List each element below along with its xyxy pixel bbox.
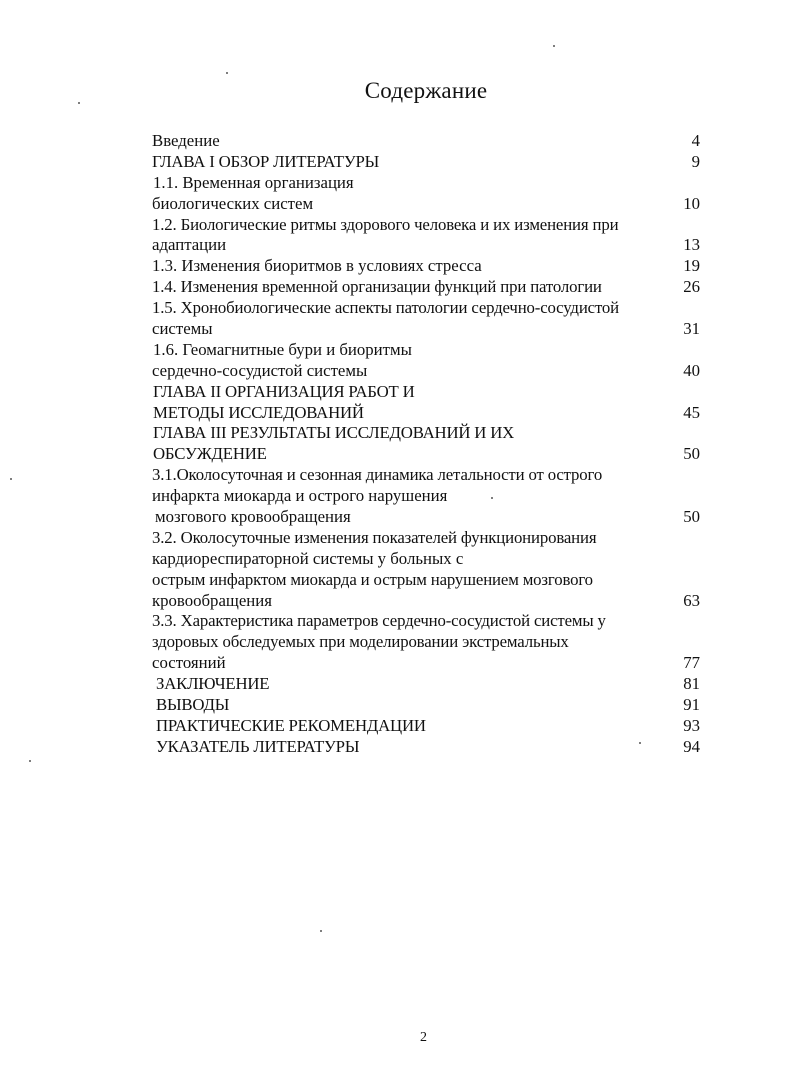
page-title: Содержание [364, 78, 488, 103]
toc-entry-text: инфаркта миокарда и острого нарушения [152, 486, 448, 506]
toc-entry-text: кровообращения [152, 590, 272, 610]
scan-speck [320, 930, 322, 932]
toc-entry-page: 4 [691, 131, 700, 150]
toc-entry-page: 9 [691, 151, 700, 171]
toc-entry-text: Введение [152, 131, 220, 150]
toc-entry [152, 549, 700, 570]
toc-entry [152, 319, 700, 340]
toc-entry-page: 40 [683, 360, 700, 380]
toc-entry-page: 93 [683, 715, 700, 735]
toc-entry-page: 19 [683, 256, 700, 276]
scan-speck [491, 497, 493, 499]
toc-entry [152, 194, 700, 215]
toc-entry-page: 63 [683, 590, 700, 610]
toc-entry-text: адаптации [152, 235, 227, 255]
toc-entry-page: 94 [683, 736, 700, 756]
toc-entry [152, 674, 700, 695]
toc-entry [152, 361, 700, 382]
page-number: 2 [420, 1030, 427, 1045]
toc-entry-text: УКАЗАТЕЛЬ ЛИТЕРАТУРЫ [156, 736, 360, 756]
toc-entry [152, 215, 700, 236]
toc-entry-text: ГЛАВА I ОБЗОР ЛИТЕРАТУРЫ [152, 151, 380, 171]
toc-entry [152, 340, 700, 361]
toc-entry-page: 31 [683, 319, 700, 339]
scan-speck [639, 742, 641, 744]
scan-speck [10, 478, 12, 480]
toc-entry [152, 507, 700, 528]
toc-entry [152, 611, 700, 632]
toc-entry [152, 277, 700, 298]
toc-entry [152, 716, 700, 737]
toc-entry-text: 1.6. Геомагнитные бури и биоритмы [153, 339, 412, 359]
scan-speck [29, 760, 31, 762]
scan-speck [226, 72, 228, 74]
toc-entry-page: 50 [683, 507, 700, 527]
toc-entry [152, 382, 700, 403]
toc-entry [152, 403, 700, 424]
toc-entry [152, 423, 700, 444]
scan-speck [553, 45, 555, 47]
toc-entry-text: состояний [152, 653, 226, 673]
toc-entry-page: 45 [683, 402, 700, 422]
toc-entry-text: 3.2. Околосуточные изменения показателей функционирования [152, 527, 597, 547]
toc-entry [152, 653, 700, 674]
toc-entry-page: 26 [683, 277, 700, 297]
toc-entry-text: 1.5. Хронобиологические аспекты патологии сердечно-сосудистой [152, 298, 619, 318]
toc-entry-page: 91 [683, 695, 700, 715]
toc-entry [152, 632, 700, 653]
toc-entry [152, 256, 700, 277]
table-of-contents [152, 131, 700, 758]
toc-entry-text: ГЛАВА III РЕЗУЛЬТАТЫ ИССЛЕДОВАНИЙ И ИХ [153, 423, 515, 443]
toc-entry-text: здоровых обследуемых при моделировании экстремальных [152, 632, 569, 652]
toc-entry [152, 152, 700, 173]
toc-entry-page: 77 [683, 653, 700, 673]
toc-entry [152, 235, 700, 256]
toc-entry [152, 465, 700, 486]
toc-entry-page: 50 [683, 444, 700, 464]
toc-entry-text: острым инфарктом миокарда и острым нарушением мозгового [152, 569, 593, 589]
toc-entry-text: ГЛАВА II ОРГАНИЗАЦИЯ РАБОТ И [153, 381, 415, 401]
toc-entry-text: ПРАКТИЧЕСКИЕ РЕКОМЕНДАЦИИ [156, 715, 426, 735]
toc-entry-text: системы [152, 319, 213, 339]
scan-speck [78, 102, 80, 104]
toc-entry-text: ОБСУЖДЕНИЕ [153, 444, 267, 464]
toc-entry [152, 444, 700, 465]
toc-entry-page: 81 [683, 674, 700, 694]
toc-entry-text: 3.1.Околосуточная и сезонная динамика летальности от острого [152, 465, 603, 485]
toc-entry-text: ВЫВОДЫ [156, 695, 230, 715]
toc-entry-text: 1.2. Биологические ритмы здорового человека и их изменения при [152, 214, 619, 234]
toc-entry-page: 10 [683, 193, 700, 213]
toc-entry-page: 13 [683, 235, 700, 255]
toc-entry [152, 486, 700, 507]
toc-entry-text: мозгового кровообращения [155, 507, 351, 527]
toc-entry-text: МЕТОДЫ ИССЛЕДОВАНИЙ [153, 402, 364, 422]
toc-entry [152, 528, 700, 549]
toc-entry-text: 1.4. Изменения временной организации функций при патологии [152, 277, 602, 297]
toc-entry [152, 591, 700, 612]
toc-entry-text: ЗАКЛЮЧЕНИЕ [156, 674, 270, 694]
toc-entry [152, 695, 700, 716]
toc-entry-text: кардиореспираторной системы у больных с [152, 548, 464, 568]
toc-entry [152, 570, 700, 591]
toc-entry-text: 3.3. Характеристика параметров сердечно-сосудистой системы у [152, 611, 606, 631]
toc-entry-text: биологических систем [152, 193, 314, 213]
toc-entry [152, 131, 700, 152]
toc-entry [152, 298, 700, 319]
toc-entry-text: сердечно-сосудистой системы [152, 360, 368, 380]
toc-entry-text: 1.1. Временная организация [153, 172, 354, 192]
toc-entry [152, 173, 700, 194]
toc-entry-text: 1.3. Изменения биоритмов в условиях стресса [152, 256, 482, 276]
toc-entry [152, 737, 700, 758]
